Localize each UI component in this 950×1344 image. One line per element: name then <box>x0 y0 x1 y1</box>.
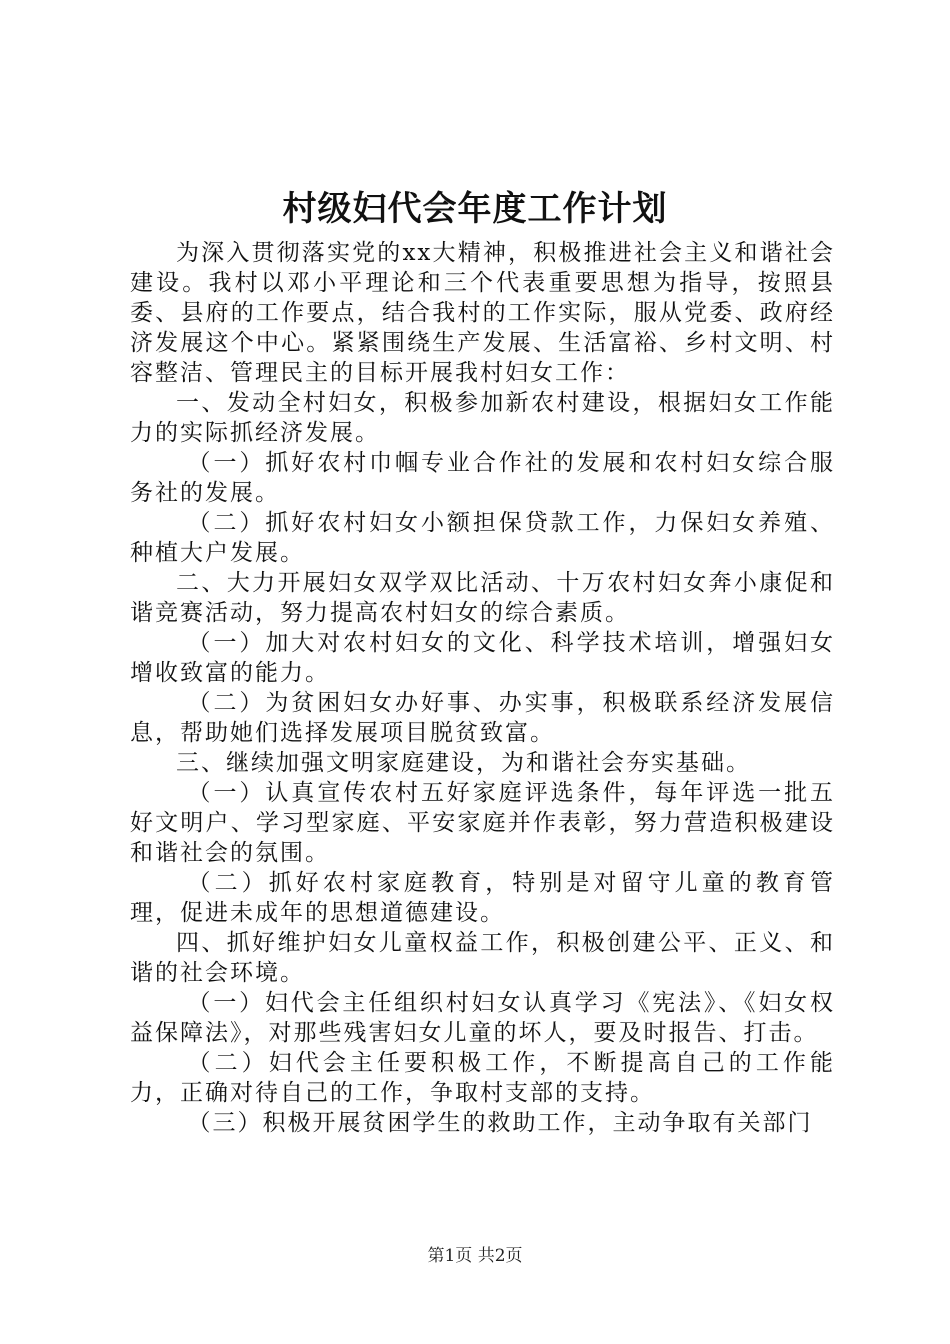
paragraph-section-3-item-1: （一）认真宣传农村五好家庭评选条件，每年评选一批五好文明户、学习型家庭、平安家庭并作表彰，努力营造积极建设和谐社会的氛围。 <box>130 780 835 866</box>
paragraph-section-2-item-2: （二）为贫困妇女办好事、办实事，积极联系经济发展信息，帮助她们选择发展项目脱贫致富。 <box>130 690 835 746</box>
paragraph-section-1-item-2: （二）抓好农村妇女小额担保贷款工作，力保妇女养殖、种植大户发展。 <box>130 510 835 566</box>
paragraph-section-4: 四、抓好维护妇女儿童权益工作，积极创建公平、正义、和谐的社会环境。 <box>130 930 835 986</box>
document-body <box>130 238 835 1138</box>
document-title: 村级妇代会年度工作计划 <box>282 189 668 229</box>
paragraph-section-1: 一、发动全村妇女，积极参加新农村建设，根据妇女工作能力的实际抓经济发展。 <box>130 390 835 446</box>
paragraph-section-2-item-1: （一）加大对农村妇女的文化、科学技术培训，增强妇女增收致富的能力。 <box>130 630 835 686</box>
paragraph-section-4-item-2: （二）妇代会主任要积极工作，不断提高自己的工作能力，正确对待自己的工作，争取村支部的支持。 <box>130 1050 835 1106</box>
paragraph-section-3: 三、继续加强文明家庭建设，为和谐社会夯实基础。 <box>176 750 751 776</box>
paragraph-section-4-item-3: （三）积极开展贫困学生的救助工作，主动争取有关部门 <box>187 1110 813 1136</box>
paragraph-intro: 为深入贯彻落实党的xx大精神，积极推进社会主义和谐社会建设。我村以邓小平理论和三个代表重要思想为指导，按照县委、县府的工作要点，结合我村的工作实际，服从党委、政府经济发展这个中心。紧紧围绕生产发展、生活富裕、乡村文明、村容整洁、管理民主的目标开展我村妇女工作： <box>130 240 835 386</box>
paragraph-section-1-item-1: （一）抓好农村巾帼专业合作社的发展和农村妇女综合服务社的发展。 <box>130 450 835 506</box>
paragraph-section-2: 二、大力开展妇女双学双比活动、十万农村妇女奔小康促和谐竞赛活动，努力提高农村妇女的综合素质。 <box>130 570 835 626</box>
paragraph-section-3-item-2: （二）抓好农村家庭教育，特别是对留守儿童的教育管理，促进未成年的思想道德建设。 <box>130 870 835 926</box>
paragraph-section-4-item-1: （一）妇代会主任组织村妇女认真学习《宪法》、《妇女权益保障法》，对那些残害妇女儿童的坏人，要及时报告、打击。 <box>130 990 835 1046</box>
page-number-footer: 第1页 共2页 <box>427 1246 523 1266</box>
